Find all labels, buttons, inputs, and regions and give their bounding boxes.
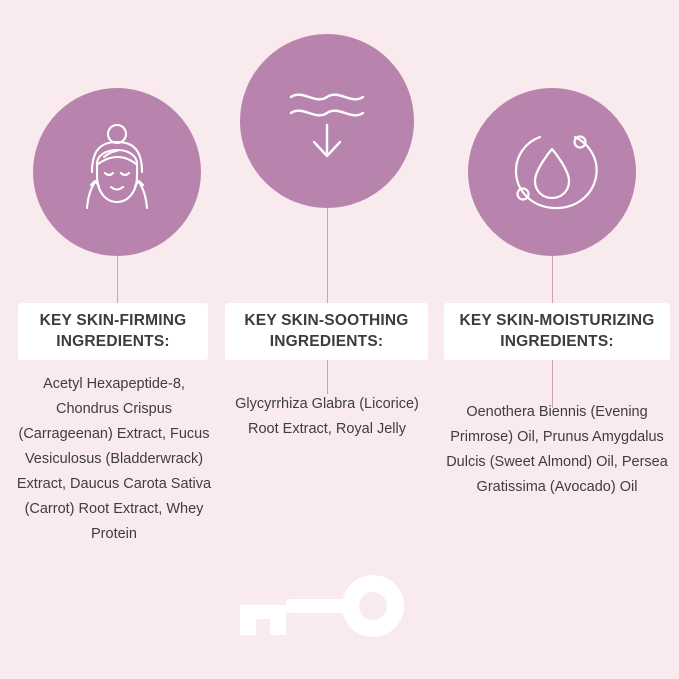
icon-circle-skin-moisturizing <box>468 88 636 256</box>
icon-circle-skin-firming <box>33 88 201 256</box>
icon-circle-skin-soothing <box>240 34 414 208</box>
ingredients-skin-moisturizing: Oenothera Biennis (Evening Primrose) Oil, Prunus Amygdalus Dulcis (Sweet Almond) Oil, Persea Gratissima (Avocado) Oil <box>446 404 668 495</box>
ingredients-skin-soothing: Glycyrrhiza Glabra (Licorice) Root Extract, Royal Jelly <box>235 396 419 437</box>
key-icon <box>240 575 415 640</box>
waves-down-arrow-icon <box>267 61 387 181</box>
water-drop-orbit-icon <box>491 111 613 233</box>
heading-skin-soothing: KEY SKIN-SOOTHING INGREDIENTS: <box>225 303 428 360</box>
connector-line-2 <box>327 208 328 394</box>
face-lifting-arrows-icon <box>57 112 177 232</box>
heading-skin-moisturizing: KEY SKIN-MOISTURIZING INGREDIENTS: <box>444 303 670 360</box>
ingredients-skin-firming: Acetyl Hexapeptide-8, Chondrus Crispus (Carrageenan) Extract, Fucus Vesiculosus (Bladderwrack) Extract, Daucus Carota Sativa (Carrot) Root Extract, Whey Protein <box>16 376 212 542</box>
heading-skin-firming: KEY SKIN-FIRMING INGREDIENTS: <box>18 303 208 360</box>
